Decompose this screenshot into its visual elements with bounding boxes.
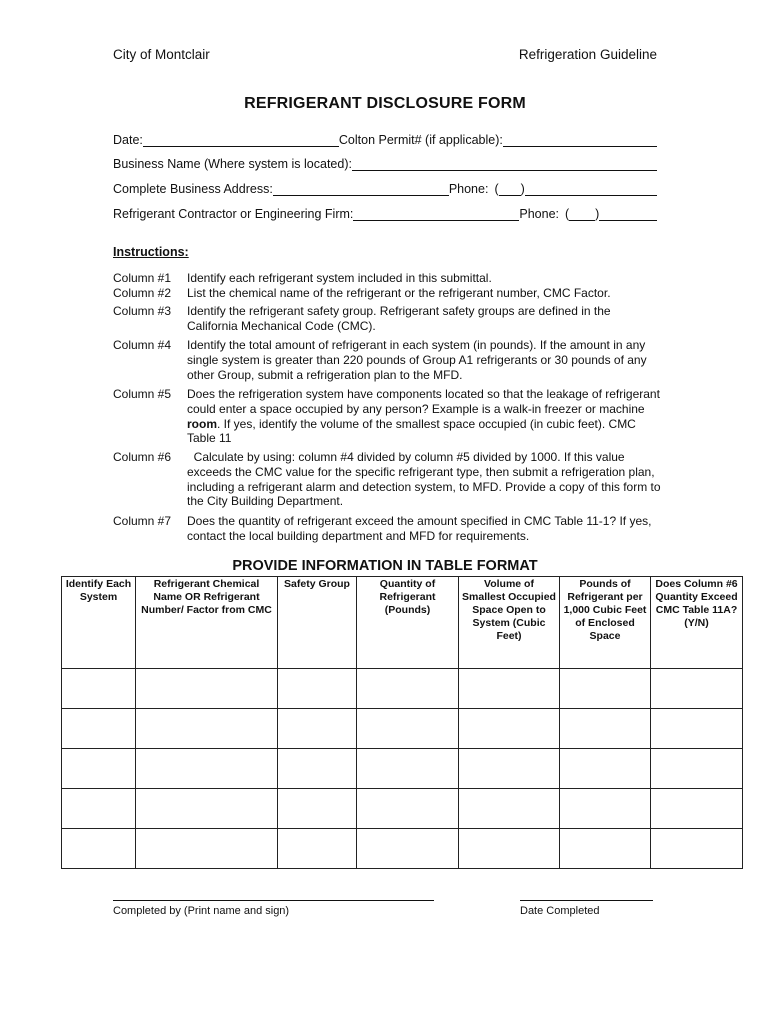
contractor-label: Refrigerant Contractor or Engineering Firm: bbox=[113, 207, 354, 221]
date-completed-line[interactable] bbox=[520, 900, 653, 901]
header-volume: Volume of Smallest Occupied Space Open to System (Cubic Feet) bbox=[459, 577, 560, 669]
header-quantity: Quantity of Refrigerant (Pounds) bbox=[357, 577, 459, 669]
table-cell[interactable] bbox=[278, 829, 357, 869]
contractor-phone-area-code-field[interactable] bbox=[569, 208, 595, 221]
instruction-label: Column #5 bbox=[113, 387, 172, 401]
table-cell[interactable] bbox=[278, 749, 357, 789]
instruction-column-4 bbox=[113, 338, 663, 382]
instruction-text: Identify the total amount of refrigerant in each system (in pounds). If the amount in any single system is greater than 220 pounds of Group A1 refrigerants or 30 pounds of any other Group, submit a refrigeration plan to the MFD. bbox=[187, 338, 647, 382]
table-cell[interactable] bbox=[651, 669, 743, 709]
date-completed-label: Date Completed bbox=[520, 905, 600, 917]
instruction-label: Column #4 bbox=[113, 338, 172, 352]
address-field[interactable] bbox=[273, 183, 449, 196]
table-header-row bbox=[62, 577, 743, 669]
instruction-text-bold: room bbox=[187, 416, 217, 431]
date-permit-row bbox=[113, 133, 657, 147]
instruction-text: Does the quantity of refrigerant exceed the amount specified in CMC Table 11-1? If yes, contact the local building department and MFD for requirements. bbox=[187, 514, 652, 543]
business-name-row bbox=[113, 157, 657, 171]
instructions-heading: Instructions: bbox=[113, 245, 189, 259]
table-row bbox=[62, 669, 743, 709]
instruction-label: Column #3 bbox=[113, 304, 172, 318]
instruction-column-7 bbox=[113, 514, 663, 544]
instruction-column-3 bbox=[113, 304, 663, 334]
header-exceed-cmc: Does Column #6 Quantity Exceed CMC Table 11A? (Y/N) bbox=[651, 577, 743, 669]
table-cell[interactable] bbox=[357, 829, 459, 869]
table-cell[interactable] bbox=[62, 749, 136, 789]
table-cell[interactable] bbox=[136, 749, 278, 789]
instruction-label: Column #1 bbox=[113, 271, 172, 285]
business-name-field[interactable] bbox=[352, 158, 657, 171]
instruction-text-part: . If yes, identify the volume of the smallest space occupied (in cubic feet). CMC Table 11 bbox=[187, 416, 636, 446]
instruction-text: List the chemical name of the refrigerant or the refrigerant number, CMC Factor. bbox=[187, 286, 611, 300]
header-safety-group: Safety Group bbox=[278, 577, 357, 669]
table-cell[interactable] bbox=[62, 789, 136, 829]
address-label: Complete Business Address: bbox=[113, 182, 273, 196]
table-cell[interactable] bbox=[459, 829, 560, 869]
table-cell[interactable] bbox=[62, 829, 136, 869]
instruction-column-6 bbox=[113, 450, 663, 509]
table-cell[interactable] bbox=[62, 709, 136, 749]
instruction-text: Identify the refrigerant safety group. Refrigerant safety groups are defined in the California Mechanical Code (CMC). bbox=[187, 304, 611, 333]
form-title: REFRIGERANT DISCLOSURE FORM bbox=[244, 95, 526, 112]
table-cell[interactable] bbox=[560, 749, 651, 789]
header-identify-system: Identify Each System bbox=[62, 577, 136, 669]
table-cell[interactable] bbox=[459, 749, 560, 789]
table-cell[interactable] bbox=[357, 709, 459, 749]
contractor-field[interactable] bbox=[353, 208, 519, 221]
instruction-text: Calculate by using: column #4 divided by column #5 divided by 1000. If this value exceeds the CMC value for the specific refrigerant type, then submit a refrigeration plan, including a refrigerant alarm and detection system, to MFD. Provide a copy of this form to the City Building Department. bbox=[187, 450, 664, 509]
completed-by-line[interactable] bbox=[113, 900, 434, 901]
phone-area-code-field[interactable] bbox=[499, 183, 521, 196]
contractor-row bbox=[113, 207, 657, 221]
table-cell[interactable] bbox=[651, 709, 743, 749]
table-cell[interactable] bbox=[560, 709, 651, 749]
phone-label: Phone: bbox=[448, 182, 489, 196]
table-cell[interactable] bbox=[560, 789, 651, 829]
header-pounds-per-1000: Pounds of Refrigerant per 1,000 Cubic Feet of Enclosed Space bbox=[560, 577, 651, 669]
table-cell[interactable] bbox=[651, 829, 743, 869]
table-cell[interactable] bbox=[278, 669, 357, 709]
instruction-column-2 bbox=[113, 286, 663, 301]
phone-number-field[interactable] bbox=[525, 183, 657, 196]
instruction-label: Column #2 bbox=[113, 286, 172, 300]
table-cell[interactable] bbox=[560, 669, 651, 709]
instruction-label: Column #7 bbox=[113, 514, 172, 528]
table-cell[interactable] bbox=[357, 749, 459, 789]
header-guideline: Refrigeration Guideline bbox=[518, 47, 657, 62]
contractor-phone-number-field[interactable] bbox=[599, 208, 657, 221]
header-city: City of Montclair bbox=[113, 47, 210, 62]
date-label: Date: bbox=[113, 133, 143, 147]
phone-paren-close: ) bbox=[520, 182, 525, 196]
table-cell[interactable] bbox=[651, 789, 743, 829]
instruction-column-5 bbox=[113, 387, 663, 446]
table-cell[interactable] bbox=[136, 669, 278, 709]
table-cell[interactable] bbox=[560, 829, 651, 869]
instruction-text: Identify each refrigerant system included in this submittal. bbox=[187, 271, 492, 285]
instruction-column-1 bbox=[113, 271, 663, 286]
table-cell[interactable] bbox=[357, 669, 459, 709]
completed-by-label: Completed by (Print name and sign) bbox=[113, 905, 290, 917]
table-row bbox=[62, 749, 743, 789]
colton-permit-field[interactable] bbox=[503, 134, 657, 147]
colton-permit-label: Colton Permit# (if applicable): bbox=[338, 133, 503, 147]
table-cell[interactable] bbox=[357, 789, 459, 829]
contractor-phone-paren-close: ) bbox=[595, 207, 600, 221]
refrigerant-table bbox=[61, 576, 743, 869]
header-refrigerant-name: Refrigerant Chemical Name OR Refrigerant Number/ Factor from CMC bbox=[136, 577, 278, 669]
table-cell[interactable] bbox=[136, 789, 278, 829]
phone-paren-open: ( bbox=[494, 182, 499, 196]
table-cell[interactable] bbox=[136, 709, 278, 749]
table-cell[interactable] bbox=[459, 789, 560, 829]
table-cell[interactable] bbox=[278, 789, 357, 829]
instruction-text-part: Does the refrigeration system have components located so that the leakage of refrigerant could enter a space occupied by any person? Example is a walk-in freezer or machine bbox=[187, 387, 660, 416]
table-cell[interactable] bbox=[136, 829, 278, 869]
contractor-phone-label: Phone: bbox=[519, 207, 559, 221]
date-field[interactable] bbox=[143, 134, 339, 147]
business-name-label: Business Name (Where system is located): bbox=[113, 157, 352, 171]
table-cell[interactable] bbox=[459, 709, 560, 749]
table-row bbox=[62, 709, 743, 749]
table-row bbox=[62, 829, 743, 869]
table-cell[interactable] bbox=[459, 669, 560, 709]
contractor-phone-paren-open: ( bbox=[565, 207, 570, 221]
table-cell[interactable] bbox=[651, 749, 743, 789]
table-title: PROVIDE INFORMATION IN TABLE FORMAT bbox=[232, 558, 538, 574]
table-cell[interactable] bbox=[278, 709, 357, 749]
instruction-text bbox=[187, 387, 663, 446]
address-row bbox=[113, 182, 657, 196]
instruction-label: Column #6 bbox=[113, 450, 172, 464]
table-row bbox=[62, 789, 743, 829]
table-cell[interactable] bbox=[62, 669, 136, 709]
